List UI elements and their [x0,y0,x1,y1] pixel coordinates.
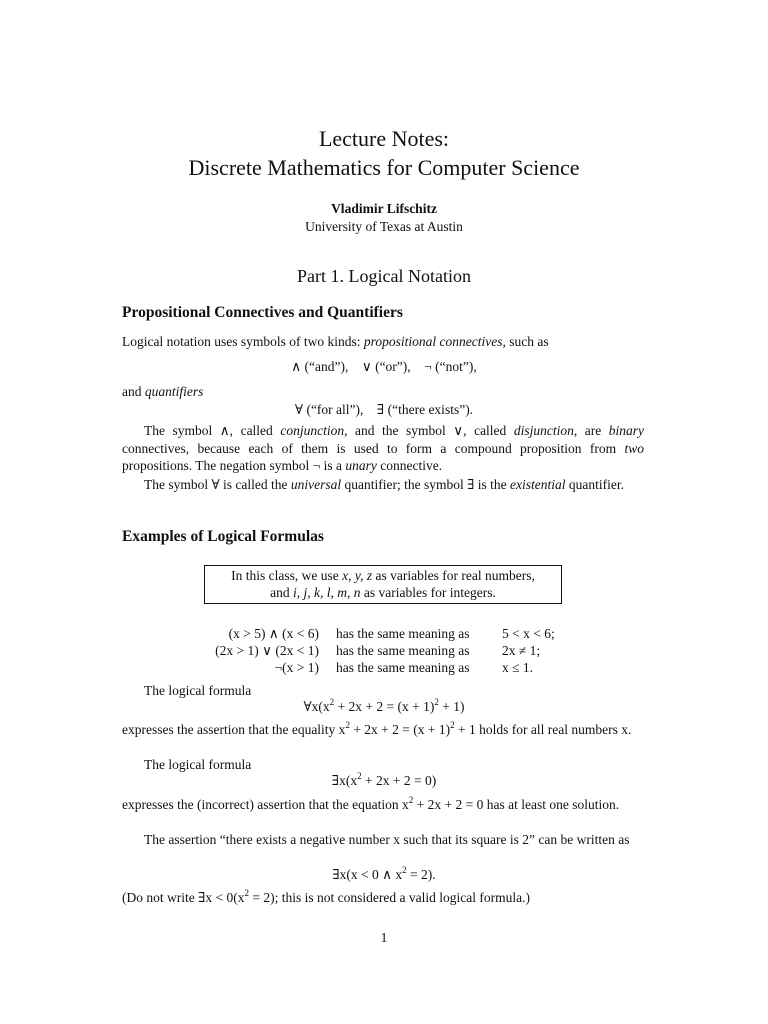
table-row-2-right: 2x ≠ 1; [502,643,541,658]
section-heading-connectives: Propositional Connectives and Quantifiers [122,304,403,321]
formula-forall: $\forall x(x^2 + 2x + 2 = (x + 1)^2 + 1)$ [303,697,465,714]
author-name: Vladimir Lifschitz [331,201,437,216]
quantifiers-intro: and quantifiers [122,384,204,399]
intro-sentence: Logical notation uses symbols of two kinds: propositional connectives, such as [122,334,549,349]
table-row-3-left: ¬(x > 1) [274,660,319,675]
paragraph-binary-connectives: The symbol ∧, called conjunction, and the symbol ∨, called disjunction, are binary connectives, because each of them is used to form a compound proposition from two propositions. The negation symbol ¬ is a unary connective. [122,423,644,473]
connectives-display: ∧ (“and”), ∨ (“or”), ¬ (“not”), [291,359,477,374]
part-heading: Part 1. Logical Notation [297,266,471,286]
logical-formula-label-1: The logical formula [144,683,252,698]
table-row-1-right: 5 < x < 6; [502,626,555,641]
table-row-3-mid: has the same meaning as [336,660,470,675]
paragraph-forall-explanation: expresses the assertion that the equality $x^2 + 2x + 2 = (x + 1)^2 + 1$ holds for all real numbers x. [122,720,632,737]
logical-formula-label-2: The logical formula [144,757,252,772]
section-heading-examples: Examples of Logical Formulas [122,528,324,545]
title-line-2: Discrete Mathematics for Computer Science [188,155,580,180]
variables-note-box [204,565,562,604]
table-row-3-right: x ≤ 1. [502,660,534,675]
formula-negative-square: ∃x(x < 0 ∧ $x^2 = 2$). [332,865,436,882]
box-line-1: In this class, we use x, y, z as variables for real numbers, [231,568,535,583]
paragraph-exists-explanation: expresses the (incorrect) assertion that the equation $x^2 + 2x + 2 = 0$ has at least one solution. [122,795,620,812]
table-row-1-mid: has the same meaning as [336,626,470,641]
paragraph-quantifier-names: The symbol ∀ is called the universal quantifier; the symbol ∃ is the existential quantifier. [144,477,625,492]
quantifiers-display: ∀ (“for all”), ∃ (“there exists”). [294,402,474,417]
paragraph-assertion: The assertion “there exists a negative number x such that its square is 2” can be written as [144,832,630,847]
author-affiliation: University of Texas at Austin [305,219,463,234]
table-row-1-left: (x > 5) ∧ (x < 6) [228,626,319,641]
formula-exists: $\exists x(x^2 + 2x + 2 = 0)$ [331,771,437,788]
table-row-2-left: (2x > 1) ∨ (2x < 1) [215,643,319,658]
invalid-formula-note: (Do not write ∃x < $0(x^2 = 2)$; this is not considered a valid logical formula.) [122,888,530,905]
box-line-2: and i, j, k, l, m, n as variables for integers. [270,585,496,600]
title-line-1: Lecture Notes: [318,126,450,151]
page-number: 1 [380,930,388,945]
table-row-2-mid: has the same meaning as [336,643,470,658]
